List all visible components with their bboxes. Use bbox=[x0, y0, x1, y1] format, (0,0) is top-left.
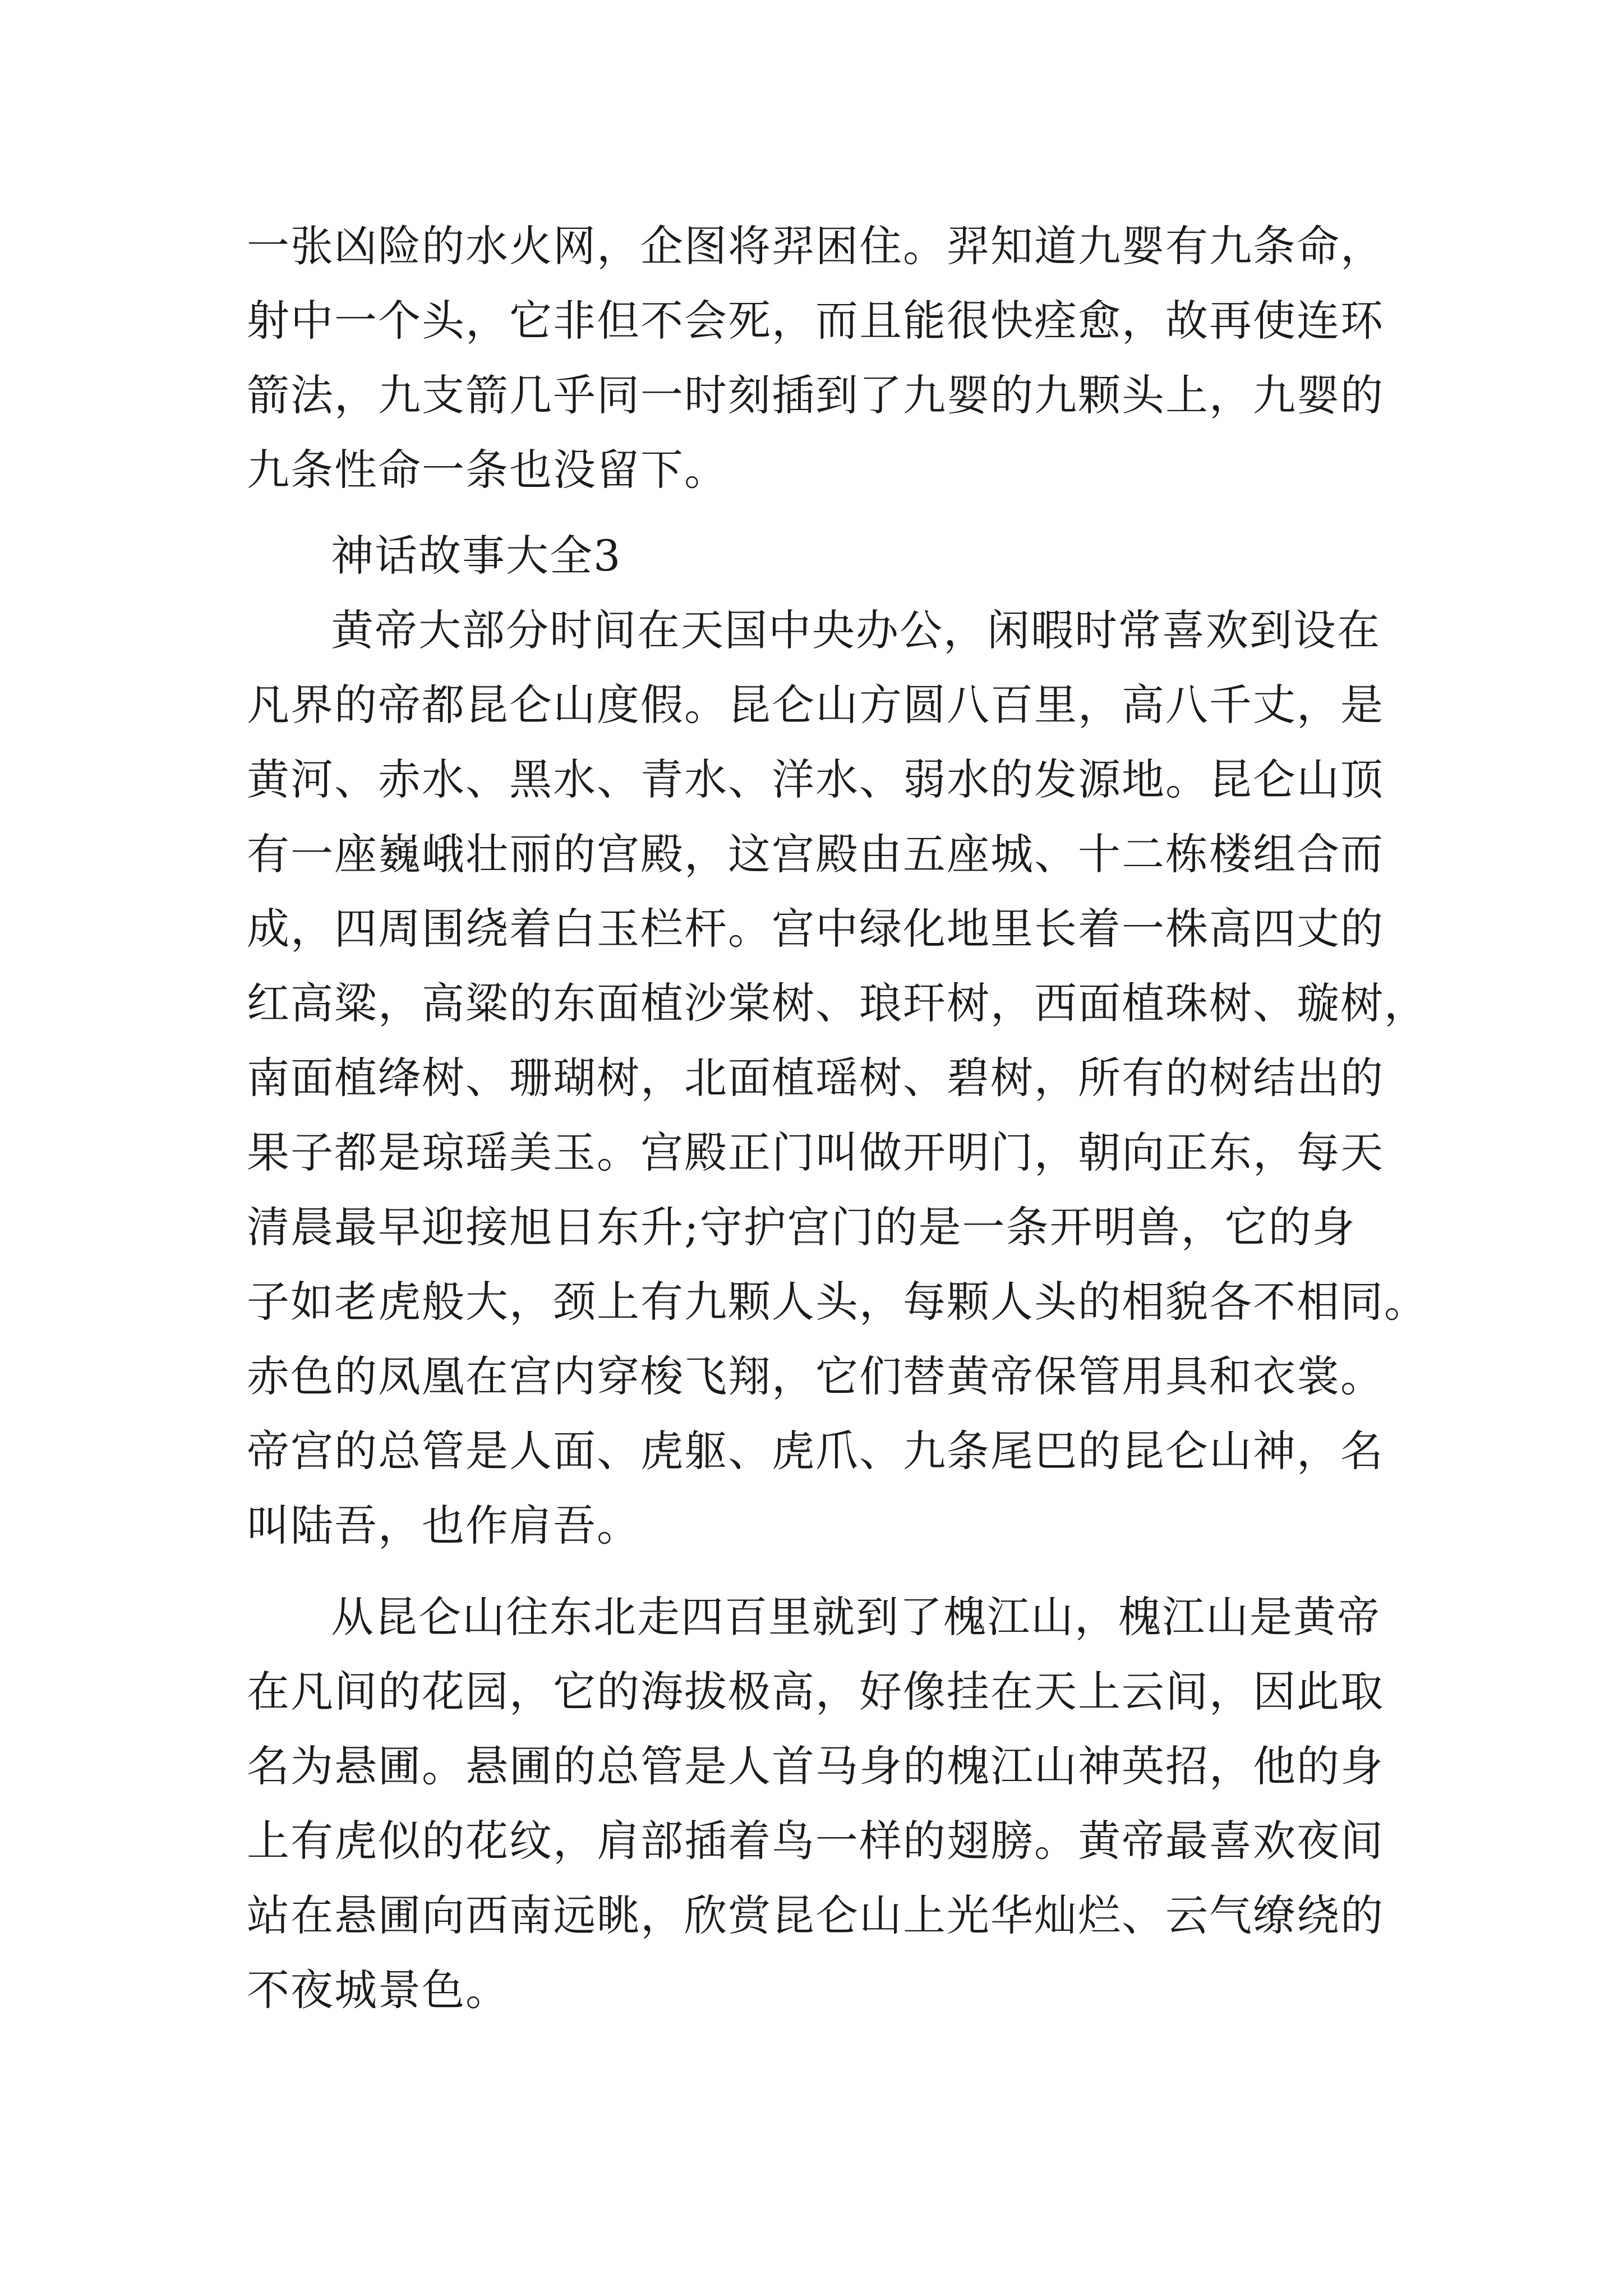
document-body bbox=[247, 209, 1428, 2027]
text-line: 有一座巍峨壮丽的宫殿，这宫殿由五座城、十二栋楼组合而 bbox=[247, 829, 1384, 879]
text-line: 清晨最早迎接旭日东升;守护宫门的是一条开明兽，它的身 bbox=[247, 1202, 1356, 1252]
text-line: 子如老虎般大，颈上有九颗人头，每颗人头的相貌各不相同。 bbox=[247, 1277, 1428, 1327]
text-line: 从昆仑山往东北走四百里就到了槐江山，槐江山是黄帝 bbox=[331, 1592, 1381, 1642]
text-line: 不夜城景色。 bbox=[247, 1965, 509, 2015]
text-line: 九条性命一条也没留下。 bbox=[247, 445, 728, 495]
text-line: 箭法，九支箭几乎同一时刻插到了九婴的九颗头上，九婴的 bbox=[247, 370, 1384, 420]
text-line: 射中一个头，它非但不会死，而且能很快痊愈，故再使连环 bbox=[247, 296, 1384, 346]
text-line: 成，四周围绕着白玉栏杆。宫中绿化地里长着一株高四丈的 bbox=[247, 904, 1384, 954]
paragraph-3 bbox=[247, 1580, 1391, 2027]
paragraph-2 bbox=[247, 593, 1428, 1563]
text-line: 红高粱，高粱的东面植沙棠树、琅玕树，西面植珠树、璇树， bbox=[247, 978, 1428, 1028]
text-line: 帝宫的总管是人面、虎躯、虎爪、九条尾巴的昆仑山神，名 bbox=[247, 1426, 1384, 1476]
text-line: 名为悬圃。悬圃的总管是人首马身的槐江山神英招，他的身 bbox=[247, 1741, 1384, 1791]
text-line: 凡界的帝都昆仑山度假。昆仑山方圆八百里，高八千丈，是 bbox=[247, 680, 1384, 730]
text-line: 南面植绛树、珊瑚树，北面植瑶树、碧树，所有的树结出的 bbox=[247, 1053, 1384, 1103]
text-line: 赤色的凤凰在宫内穿梭飞翔，它们替黄帝保管用具和衣裳。 bbox=[247, 1351, 1384, 1401]
text-line: 黄河、赤水、黑水、青水、洋水、弱水的发源地。昆仑山顶 bbox=[247, 754, 1384, 804]
paragraph-1 bbox=[247, 209, 1391, 507]
text-line: 黄帝大部分时间在天国中央办公，闲暇时常喜欢到设在 bbox=[331, 605, 1381, 655]
section-heading: 神话故事大全3 bbox=[331, 531, 622, 581]
paragraph-spacer bbox=[247, 1563, 1391, 1580]
text-line: 果子都是琼瑶美玉。宫殿正门叫做开明门，朝向正东，每天 bbox=[247, 1128, 1384, 1177]
text-line: 上有虎似的花纹，肩部插着鸟一样的翅膀。黄帝最喜欢夜间 bbox=[247, 1816, 1384, 1866]
text-line: 站在悬圃向西南远眺，欣赏昆仑山上光华灿烂、云气缭绕的 bbox=[247, 1890, 1384, 1940]
text-line: 一张凶险的水火网，企图将羿困住。羿知道九婴有九条命， bbox=[247, 221, 1384, 271]
text-line: 在凡间的花园，它的海拔极高，好像挂在天上云间，因此取 bbox=[247, 1667, 1384, 1717]
text-line: 叫陆吾，也作肩吾。 bbox=[247, 1501, 640, 1550]
